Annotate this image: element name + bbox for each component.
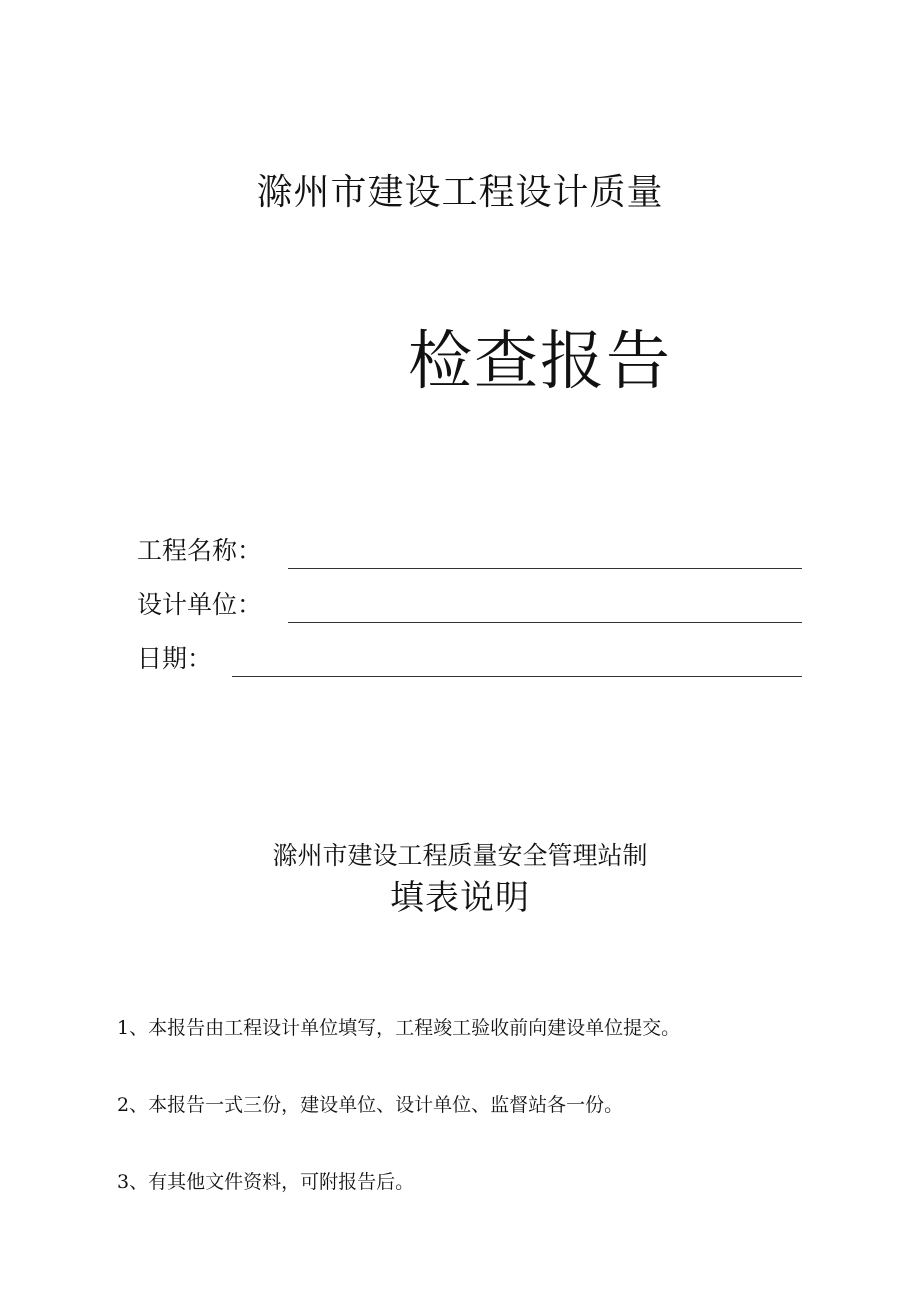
instructions-title: 填表说明 [390,878,530,918]
project-name-blank-line [288,568,802,569]
instructions-list [117,1012,877,1198]
project-name-label: 工程名称： [137,536,263,565]
issuer-line: 滁州市建设工程质量安全管理站制 [272,841,648,870]
project-name-field [137,529,802,569]
instruction-item: 1、本报告由工程设计单位填写，工程竣工验收前向建设单位提交。 [117,1017,681,1039]
report-title-line-2: 检查报告 [408,325,672,399]
instruction-item: 3、有其他文件资料，可附报告后。 [117,1171,415,1193]
instruction-item: 2、本报告一式三份，建设单位、设计单位、监督站各一份。 [117,1094,624,1116]
date-field [137,637,802,677]
design-unit-label: 设计单位： [137,590,263,619]
design-unit-field [137,583,802,623]
report-title-line-1: 滁州市建设工程设计质量 [256,172,664,213]
date-label: 日期： [137,644,213,673]
date-blank-line [232,676,802,677]
design-unit-blank-line [288,622,802,623]
